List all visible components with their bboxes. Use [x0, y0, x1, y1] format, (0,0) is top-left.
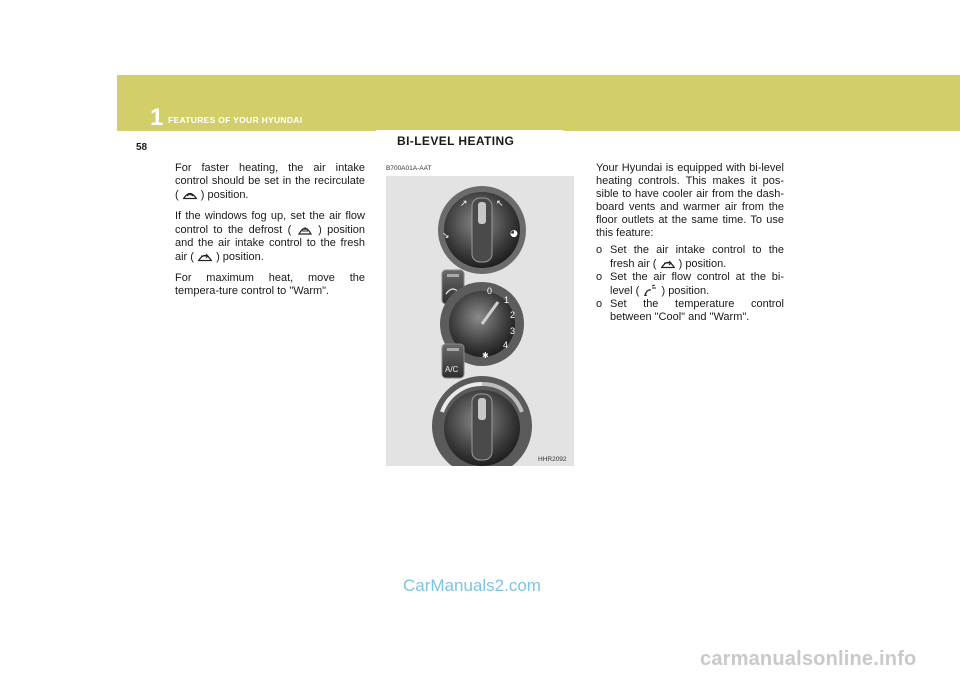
intro-paragraph: Your Hyundai is equipped with bi-level heating controls. This makes it pos-sible to have cooler air from the dash-board vents and warmer air from the floor outlets at the same time. To use this feature: — [596, 162, 784, 239]
svg-text:↖: ↖ — [496, 199, 504, 209]
list-item: o Set the air intake control to the fresh air ( ) position. — [596, 244, 784, 270]
fan-label-4: 4 — [503, 340, 509, 350]
svg-text:↗: ↗ — [460, 199, 468, 209]
defrost-icon — [297, 223, 313, 235]
left-column — [175, 162, 365, 306]
fan-label-1: 1 — [504, 295, 510, 305]
page-number: 58 — [136, 142, 148, 153]
fresh-air-icon — [197, 250, 213, 262]
climate-control-figure — [386, 176, 574, 466]
watermark-center: CarManuals2.com — [403, 576, 541, 595]
figure-id: HHR2092 — [538, 456, 567, 463]
list-item: o Set the temperature control between "Cool" and "Warm". — [596, 298, 784, 323]
svg-text:◕: ◕ — [510, 229, 518, 239]
fan-label-3: 3 — [510, 326, 516, 336]
figure-code: B700A01A-AAT — [386, 165, 432, 172]
right-column — [596, 162, 784, 324]
control-panel-illustration — [386, 176, 574, 466]
ac-label: A/C — [445, 365, 459, 374]
fan-label-0: 0 — [487, 286, 493, 296]
svg-text:↘: ↘ — [442, 231, 450, 241]
recirculate-icon — [182, 188, 198, 200]
fan-icon: ✱ — [482, 351, 489, 360]
paragraph-defrost: If the windows fog up, set the air flow control to the defrost ( ) position and the air intake control to the fresh air ( ) position. — [175, 210, 366, 263]
chapter-number: 1 — [150, 104, 164, 131]
bi-level-icon — [642, 284, 658, 296]
section-title: BI-LEVEL HEATING — [397, 134, 515, 148]
fresh-air-icon — [660, 257, 676, 269]
fan-label-2: 2 — [510, 310, 516, 320]
instruction-list — [596, 244, 784, 324]
temperature-knob — [432, 376, 532, 466]
paragraph-recirculate: For faster heating, the air intake control should be set in the recirculate ( ) position. — [175, 162, 365, 201]
list-item: o Set the air flow control at the bi-level ( ) position. — [596, 271, 784, 297]
paragraph-max-heat: For maximum heat, move the tempera-ture control to "Warm". — [175, 272, 365, 297]
mode-knob — [438, 186, 526, 274]
chapter-title: FEATURES OF YOUR HYUNDAI — [168, 115, 303, 125]
watermark-footer: carmanualsonline.info — [700, 648, 917, 670]
ac-button — [442, 344, 464, 378]
